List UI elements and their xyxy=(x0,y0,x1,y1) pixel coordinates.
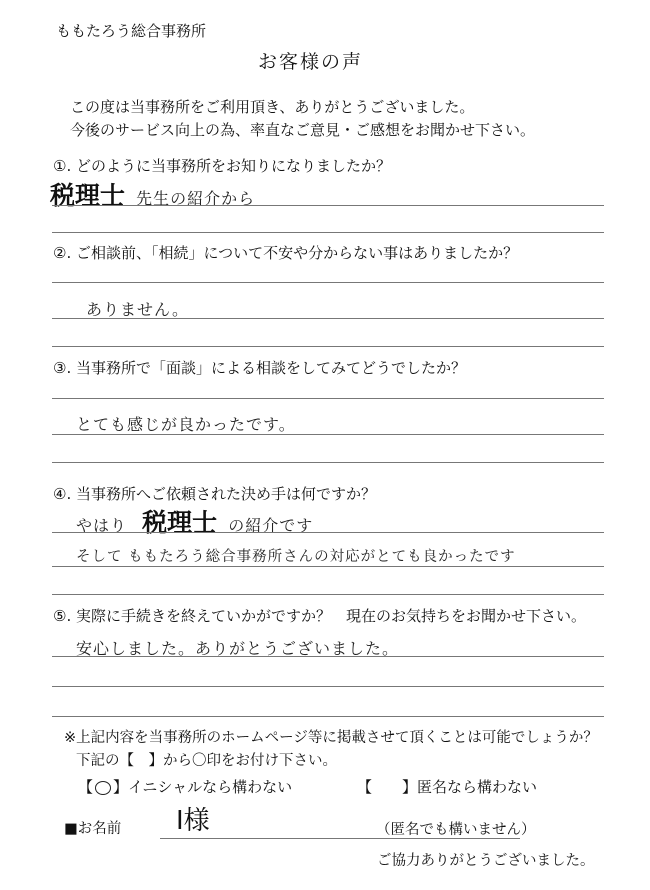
answer-4-post: の紹介です xyxy=(228,516,314,535)
answer-4-pre: やはり xyxy=(76,516,128,535)
option-initial-label: 】イニシャルなら構わない xyxy=(113,778,293,796)
intro-line-2: 今後のサービス向上の為、率直なご意見・ご感想をお聞かせ下さい。 xyxy=(70,121,536,139)
answer-line xyxy=(52,282,604,283)
question-4: ④. 当事務所へご依頼された決め手は何ですか？ xyxy=(53,485,376,503)
answer-line xyxy=(52,318,604,319)
answer-1-emphasis: 税理士 xyxy=(50,181,126,210)
question-3: ③. 当事務所で「面談」による相談をしてみてどうでしたか？ xyxy=(53,359,466,377)
name-label: ■お名前 xyxy=(64,821,122,837)
answer-line xyxy=(52,346,604,347)
answer-line xyxy=(52,716,604,717)
answer-line xyxy=(52,398,604,399)
answer-line xyxy=(52,656,604,657)
answer-4 xyxy=(76,503,313,539)
circle-mark-icon xyxy=(95,781,111,795)
answer-line xyxy=(52,594,604,595)
answer-line xyxy=(52,532,604,533)
name-note: （匿名でも構いません） xyxy=(376,822,536,838)
intro-line-1: この度は当事務所をご利用頂き、ありがとうございました。 xyxy=(70,98,475,116)
answer-4-line2: そして ももたろう総合事務所さんの対応がとても良かったです xyxy=(76,549,516,565)
name-value: I様 xyxy=(176,806,210,836)
answer-line xyxy=(52,232,604,233)
answer-1-text: 先生の紹介から xyxy=(136,189,256,208)
consent-note-1: ※上記内容を当事務所のホームページ等に掲載させて頂くことは可能でしょうか？ xyxy=(64,730,598,746)
answer-2-text: ありません。 xyxy=(86,300,189,319)
question-2: ②. ご相談前、「相続」について不安や分からない事はありましたか？ xyxy=(53,244,519,262)
question-5: ⑤. 実際に手続きを終えていかがですか？ 現在のお気持ちをお聞かせ下さい。 xyxy=(53,607,586,625)
answer-line xyxy=(52,686,604,687)
answer-1 xyxy=(50,176,255,212)
answer-5-text: 安心しました。ありがとうございました。 xyxy=(76,639,400,658)
thanks-message: ご協力ありがとうございました。 xyxy=(377,853,595,869)
answer-3-text: とても感じが良かったです。 xyxy=(76,415,296,434)
option-initial-open: 【 xyxy=(78,778,94,796)
answer-line xyxy=(52,434,604,435)
page-title: お客様の声 xyxy=(258,51,364,73)
consent-note-2: 下記の【 】から〇印をお付け下さい。 xyxy=(76,753,337,769)
answer-4-emphasis: 税理士 xyxy=(142,508,218,537)
answer-line xyxy=(52,566,604,567)
office-name: ももたろう総合事務所 xyxy=(56,22,207,40)
option-anonymous[interactable]: 【 】匿名なら構わない xyxy=(357,778,538,796)
option-initial[interactable] xyxy=(78,776,292,797)
answer-line xyxy=(52,205,604,206)
answer-line xyxy=(52,462,604,463)
question-1: ①. どのように当事務所をお知りになりましたか？ xyxy=(53,157,391,175)
